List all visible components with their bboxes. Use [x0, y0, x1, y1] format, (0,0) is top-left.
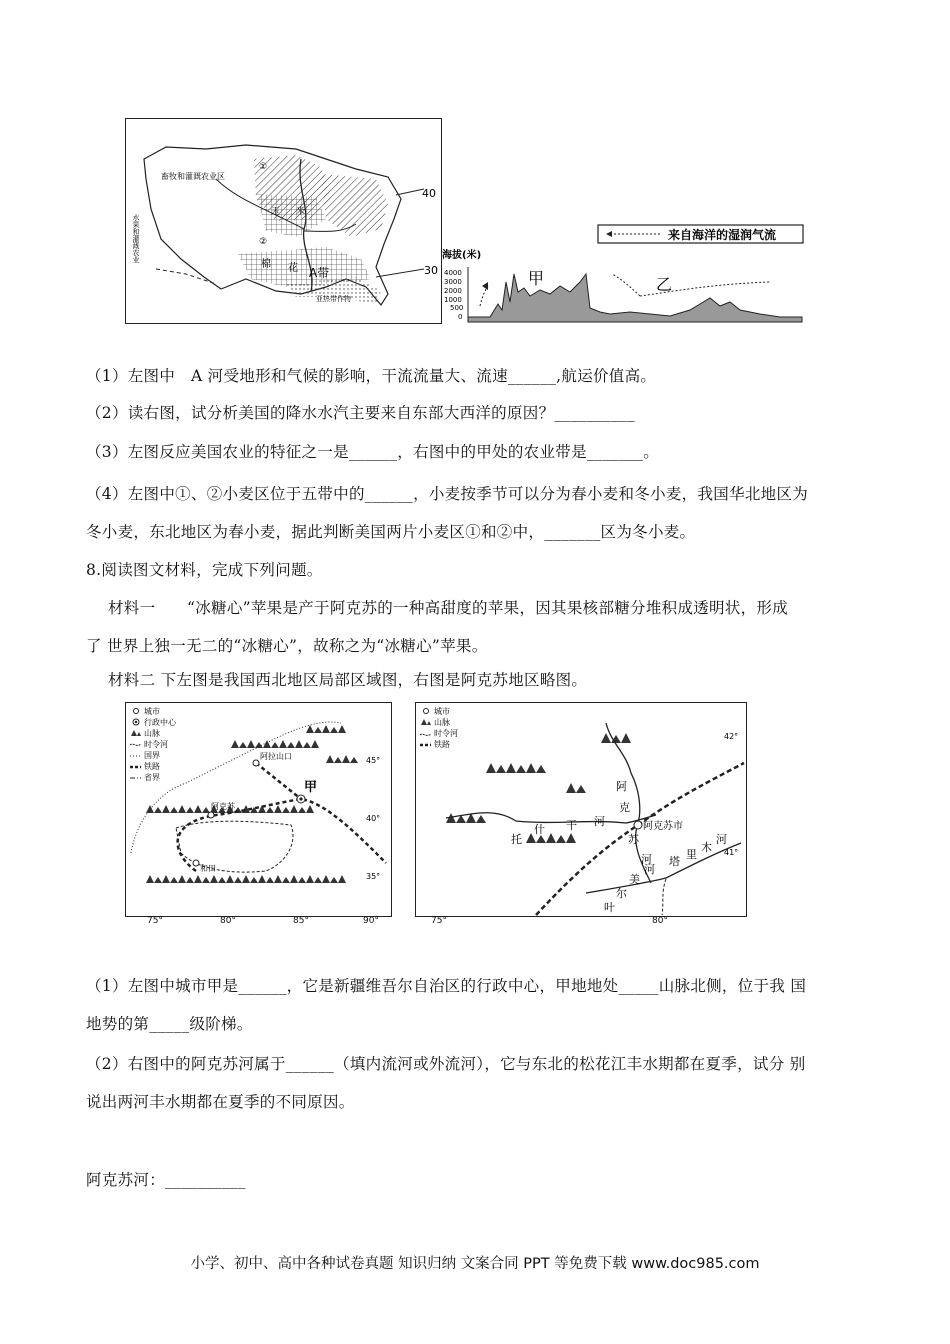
label-he3: 河: [716, 833, 727, 846]
material1-a: 材料一 “冰糖心”苹果是产于阿克苏的一种高甜度的苹果，因其果核部糖分堆积成透明状，形成: [108, 599, 789, 617]
tick-4000: 4000: [444, 269, 462, 277]
label-er: 尔: [616, 887, 627, 900]
akesu-map-svg: [416, 703, 746, 916]
tick-3000: 3000: [444, 278, 462, 286]
label-jia: 甲: [528, 269, 545, 288]
label-lat40: 40: [422, 187, 436, 200]
airflow-east: [612, 274, 640, 296]
tick-0: 0: [458, 313, 463, 321]
label-subtropical: 亚热带作物: [316, 295, 351, 303]
label-circle2: ②: [259, 237, 268, 247]
akesu-marker: [208, 812, 214, 818]
left-legend: [130, 706, 177, 782]
label-mei: 美: [629, 873, 640, 886]
nw-map-svg: [126, 703, 391, 916]
airflow-west-arrow: [482, 282, 488, 290]
legend-railway: 铁路: [144, 762, 160, 771]
label-tuo: 托: [511, 833, 522, 846]
tarim-river: [586, 843, 741, 893]
label-ta: 塔: [669, 855, 680, 868]
label-ke: 克: [619, 801, 630, 814]
label-yi: 乙: [656, 275, 673, 294]
question-8-1b: 地势的第_____级阶梯。: [86, 1015, 253, 1033]
label-he2: 河: [641, 853, 652, 866]
question-8-2b: 说出两河丰水期都在夏季的不同原因。: [86, 1093, 355, 1111]
label-cotton2: 花: [288, 263, 298, 274]
answer-akesu-river: 阿克苏河：__________: [86, 1171, 246, 1189]
question-8-2a: （2）右图中的阿克苏河属于______（填内流河或外流河），它与东北的松花江丰水期都在夏季，试分 别: [86, 1055, 806, 1073]
material2: 材料二 下左图是我国西北地区局部区域图，右图是阿克苏地区略图。: [108, 671, 588, 689]
label-li: 里: [686, 848, 697, 861]
terrain-profile: [468, 274, 802, 322]
akesu-city-marker: [634, 821, 642, 829]
question-1-4a: （4）左图中①、②小麦区位于五带中的______，小麦按季节可以分为春小麦和冬小麦，我国华北地区为: [86, 485, 809, 503]
lon-85-left: 85°: [293, 916, 309, 926]
lon-80-left: 80°: [220, 916, 236, 926]
label-he4: 河: [644, 863, 655, 876]
profile-svg: [440, 222, 805, 330]
lon-80-right: 80°: [652, 916, 668, 926]
question-1-4b: 冬小麦，东北地区为春小麦，据此判断美国两片小麦区①和②中，_______区为冬小麦。: [86, 523, 696, 541]
label-circle1: ①: [259, 162, 268, 172]
legend-border: 国界: [144, 751, 160, 760]
right-lon-labels: [415, 916, 745, 930]
lon-75-right: 75°: [431, 916, 447, 926]
lat-35: 35°: [366, 872, 381, 881]
label-mi: 米: [296, 207, 306, 217]
material1-b: 了 世界上独一无二的“冰糖心”，故称之为“冰糖心”苹果。: [86, 637, 488, 655]
label-he1: 河: [594, 815, 605, 828]
legend-city: 城市: [144, 707, 160, 716]
railway-line: [178, 799, 386, 871]
railway-branch: [256, 763, 301, 799]
label-akesu: 阿克苏: [211, 802, 235, 811]
hetian-marker: [193, 860, 199, 866]
legend-mountain: 山脉: [144, 729, 160, 738]
axis-title: 海拔(米): [442, 250, 482, 261]
left-lon-labels: [125, 916, 390, 930]
label-alashankou: 阿拉山口: [260, 752, 292, 761]
yarkand-river: [662, 879, 666, 915]
page-footer: 小学、初中、高中各种试卷真题 知识归纳 文案合同 PPT 等免费下载 www.doc985.com: [190, 1256, 760, 1272]
label-corn: 玉: [271, 207, 281, 217]
elevation-profile: [440, 222, 805, 330]
akesu-river-labels: [511, 780, 727, 914]
lat40-line: [396, 189, 424, 195]
label-lat30: 30: [424, 264, 438, 277]
lat-45: 45°: [366, 756, 381, 765]
label-jia-city: 甲: [304, 780, 318, 795]
lat30-line: [376, 269, 424, 277]
label-akesu-city: 阿克苏市: [643, 821, 683, 832]
tick-2000: 2000: [444, 287, 462, 295]
akesu-region-map: [415, 702, 747, 917]
legend-seasonal-river: 时令河: [144, 740, 168, 749]
question-1-1: （1）左图中 A 河受地形和气候的影响，干流流量大、流速______,航运价值高。: [86, 367, 657, 385]
q8-title: 8.阅读图文材料，完成下列问题。: [86, 561, 323, 579]
lon-75-left: 75°: [147, 916, 163, 926]
label-gan: 干: [566, 819, 577, 832]
lat-40: 40°: [366, 814, 381, 823]
label-a: 阿: [616, 780, 627, 793]
lat-42: 42°: [724, 732, 739, 741]
label-cotton1: 棉: [261, 259, 271, 270]
legend-seasonal-river-r: 时令河: [434, 729, 458, 738]
label-shi: 什: [534, 823, 545, 836]
lat-41: 41°: [724, 848, 739, 857]
tick-1000: 1000: [444, 296, 462, 304]
label-ye: 叶: [604, 901, 615, 914]
axis-ticks: [444, 269, 463, 321]
jia-marker-center: [299, 797, 302, 800]
label-livestock: 畜牧和灌溉农业区: [161, 172, 225, 181]
us-map-svg: [126, 119, 441, 323]
alashan-marker: [253, 760, 259, 766]
label-fruit: 水果和灌溉农业: [132, 214, 140, 263]
legend-admin: 行政中心: [144, 718, 176, 727]
us-agriculture-map: [125, 118, 442, 324]
label-a-belt: A带: [309, 266, 330, 280]
railway-right: [536, 763, 744, 915]
question-1-2: （2）读右图，试分析美国的降水水汽主要来自东部大西洋的原因？__________: [86, 404, 635, 422]
legend-railway-r: 铁路: [434, 740, 450, 749]
tick-500: 500: [450, 304, 464, 312]
northwest-china-map: [125, 702, 392, 917]
legend-text: 来自海洋的湿润气流: [668, 228, 777, 242]
question-1-3: （3）左图反应美国农业的特征之一是______，右图中的甲处的农业带是_______。: [86, 443, 660, 461]
question-8-1a: （1）左图中城市甲是______，它是新疆维吾尔自治区的行政中心，甲地地处_____山脉北侧，位于我 国: [86, 977, 807, 995]
mountain-ranges: [146, 725, 358, 883]
label-mu: 木: [701, 841, 712, 854]
label-su: 苏: [628, 833, 639, 846]
legend-mountain-r: 山脉: [434, 718, 450, 727]
label-hetian: 和田: [200, 864, 216, 873]
legend-city-r: 城市: [434, 707, 450, 716]
legend-province: 省界: [144, 773, 160, 782]
lon-90-left: 90°: [363, 916, 379, 926]
right-legend: [420, 706, 458, 749]
